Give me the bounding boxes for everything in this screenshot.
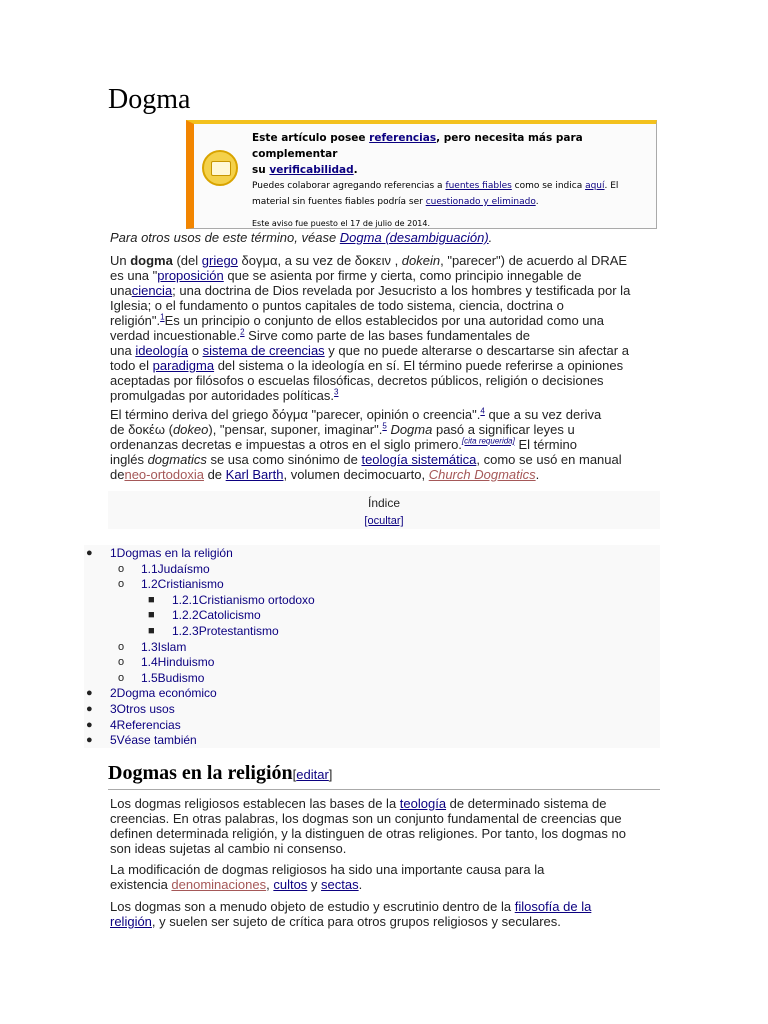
teologia-sistematica-link[interactable]: teología sistemática (361, 452, 477, 467)
section-heading: Dogmas en la religión[editar] (108, 762, 660, 790)
notice-line-1: Este artículo posee referencias, pero necesita más para complementar (252, 132, 583, 160)
toc-item: ● 5Véase también (84, 732, 660, 748)
toc-item: ● 1Dogmas en la religión (84, 545, 660, 561)
fuentes-fiables-link[interactable]: fuentes fiables (445, 181, 512, 191)
cuestionado-link[interactable]: cuestionado y eliminado (425, 197, 536, 207)
ciencia-link[interactable]: ciencia (131, 283, 173, 298)
teologia-link[interactable]: teología (399, 796, 447, 811)
filosofia-religion-link[interactable]: filosofía de la (514, 899, 592, 914)
karl-barth-link[interactable]: Karl Barth (225, 467, 284, 482)
ref-5[interactable]: 5 (382, 421, 387, 431)
notice-line-3: Puedes colaborar agregando referencias a fuentes fiables como se indica aquí. El (252, 181, 619, 191)
toc-toggle[interactable]: [ocultar] (364, 515, 404, 527)
cita-requerida-link[interactable]: [cita requerida] (461, 436, 515, 446)
ref-4[interactable]: 4 (480, 406, 485, 416)
notice-book-icon (202, 150, 238, 186)
cultos-link[interactable]: cultos (273, 877, 308, 892)
table-of-contents (84, 545, 660, 748)
intro-paragraph-2: El término deriva del griego δόγμα "parecer, opinión o creencia".$^4$ que a su vez deriva de δοκέω (dokeo), "pensar, suponer, imaginar".$^5$ Dogma pasó a significar leyes u ordenanzas decretas e impuestas a otros en el siglo primero.[cita requerida] El término inglés dogmatics se usa como sinónimo de teología sistemática, como se usó en manual deneo-ortodoxia de Karl Barth, volumen decimocuarto, Church Dogmatics. (110, 406, 622, 482)
toc-item: ● 3Otros usos (84, 701, 660, 717)
toc-item: o 1.2Cristianismo (84, 576, 660, 592)
section-paragraph-2: La modificación de dogmas religiosos ha sido una importante causa para la existencia denominaciones, cultos y sectas. (110, 862, 545, 892)
section-paragraph-3: Los dogmas son a menudo objeto de estudio y escrutinio dentro de la filosofía de la religión, y suelen ser sujeto de crítica para otros grupos religiosos y seculares. (110, 899, 592, 929)
toc-item: ● 2Dogma económico (84, 685, 660, 701)
toc-title: Índice (367, 496, 401, 510)
toc-item: ■ 1.2.1Cristianismo ortodoxo (84, 592, 660, 608)
toc-item: o 1.3Islam (84, 639, 660, 655)
sistema-creencias-link[interactable]: sistema de creencias (202, 343, 325, 358)
griego-link[interactable]: griego (201, 253, 238, 268)
section-title: Dogmas en la religión (108, 762, 293, 784)
referencias-link[interactable]: referencias (369, 132, 437, 144)
proposicion-link[interactable]: proposición (157, 268, 224, 283)
toc-header (108, 491, 660, 529)
sectas-link[interactable]: sectas (321, 877, 359, 892)
refimprove-notice (186, 120, 657, 229)
intro-paragraph-1: Un dogma (del griego δογμα, a su vez de δοκειν , dokein, "parecer") de acuerdo al DRAE es una "proposición que se asienta por firme y cierta, como principio innegable de unaciencia; una doctrina de Dios revelada por Jesucristo a los hombres y testificada por la Iglesia; o el fundamento o puntos capitales de todo sistema, ciencia, doctrina o religión".$^1$Es un principio o conjunto de ellos establecidos por una autoridad como una verdad incuestionable.$^2$ Sirve como parte de las bases fundamentales de una ideología o sistema de creencias y que no puede alterarse o descartarse sin afectar a todo el paradigma del sistema o la ideología en sí. El término puede referirse a opiniones aceptadas por filósofos o escuelas filosóficas, decretos públicos, religión o decisiones promulgadas por autoridades políticas.$^3$ (110, 253, 631, 403)
edit-section-link[interactable]: editar (296, 767, 329, 782)
disambiguation-link[interactable]: Dogma (desambiguación) (339, 230, 489, 245)
neo-ortodoxia-link[interactable]: neo-ortodoxia (124, 467, 204, 482)
toc-item: ■ 1.2.3Protestantismo (84, 623, 660, 639)
religion-link[interactable]: religión (110, 914, 152, 929)
toc-item: o 1.5Budismo (84, 670, 660, 686)
page-title: Dogma (108, 84, 191, 115)
section-paragraph-1: Los dogmas religiosos establecen las bases de la teología de determinado sistema de creencias. En otras palabras, los dogmas son un conjunto fundamental de creencias que definen determinada religión, y la distinguen de otras religiones. Por tanto, los dogmas no son ideas sujetas al cambio ni consenso. (110, 796, 626, 856)
hatnote: Para otros usos de este término, véase Dogma (desambiguación). (110, 230, 493, 245)
ref-1[interactable]: 1 (160, 312, 165, 322)
church-dogmatics-link[interactable]: Church Dogmatics (428, 467, 536, 482)
aqui-link[interactable]: aquí (585, 181, 605, 191)
notice-line-4: material sin fuentes fiables podría ser cuestionado y eliminado. (252, 197, 539, 207)
toc-item: o 1.1Judaísmo (84, 561, 660, 577)
toc-item: ● 4Referencias (84, 717, 660, 733)
denominaciones-link[interactable]: denominaciones (171, 877, 267, 892)
paradigma-link[interactable]: paradigma (152, 358, 215, 373)
notice-line-2: su verificabilidad. (252, 164, 358, 176)
ref-3[interactable]: 3 (334, 387, 339, 397)
toc-item: ■ 1.2.2Catolicismo (84, 607, 660, 623)
ref-2[interactable]: 2 (240, 327, 245, 337)
verificabilidad-link[interactable]: verificabilidad (269, 164, 354, 176)
ideologia-link[interactable]: ideología (135, 343, 189, 358)
toc-item: o 1.4Hinduismo (84, 654, 660, 670)
notice-date: Este aviso fue puesto el 17 de julio de 2014. (252, 219, 431, 228)
